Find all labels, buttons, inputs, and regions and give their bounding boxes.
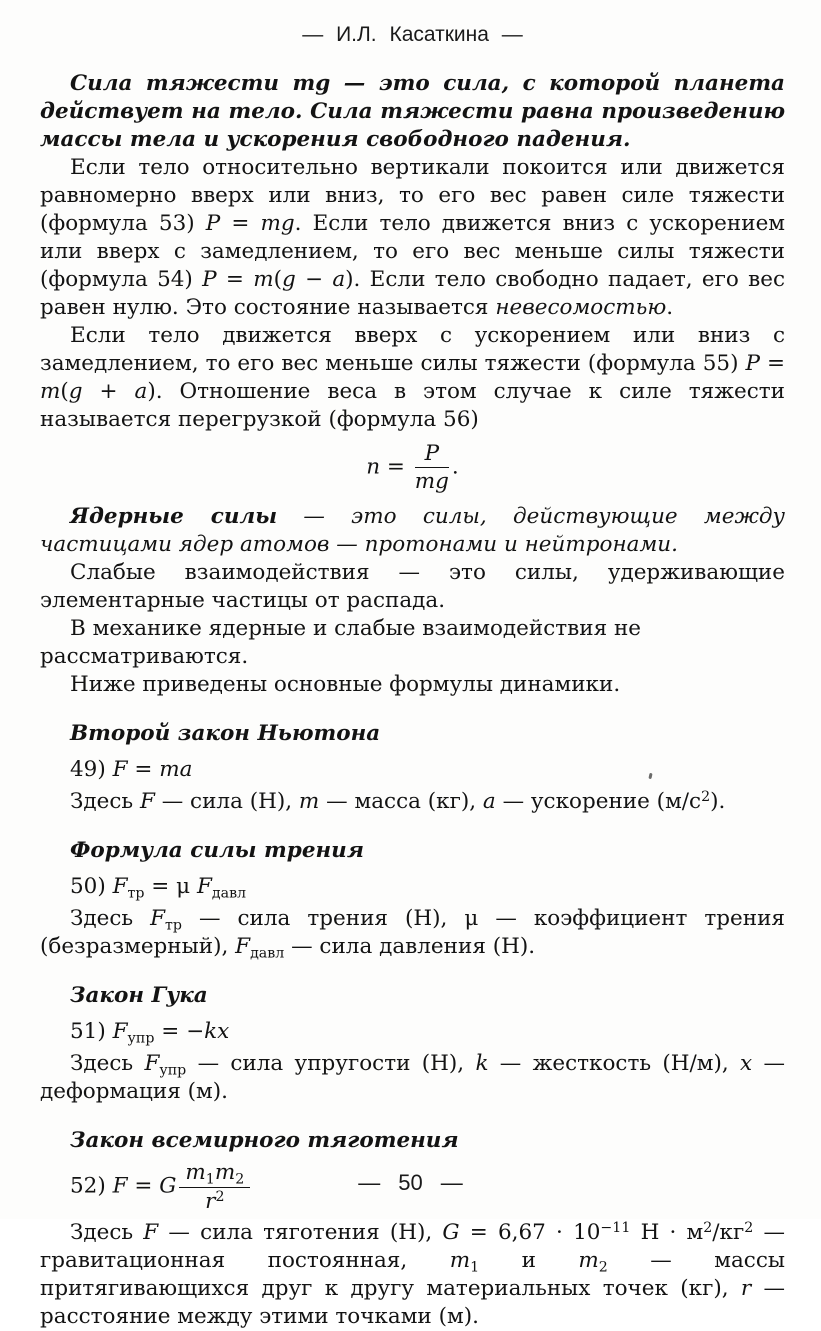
page-number-value: 50 [398, 1170, 423, 1195]
text-run: = [127, 757, 160, 783]
text-run: = 6,67 · 10 [459, 1219, 601, 1245]
text-run: g [68, 379, 83, 404]
text-run: Здесь [70, 906, 151, 932]
text-run: ). Если тело свободно падает, его вес равен нулю. Это состояние называется [40, 267, 786, 320]
text-run: = [759, 351, 785, 376]
text-run: Ядерные силы [70, 504, 278, 530]
text-run: — это силы, действующие между частицами ядер атомов — протонами и нейтронами. [40, 504, 785, 558]
paragraph-weight-overload [40, 322, 785, 434]
text-run: — расстояние между этими точками (м). [40, 1275, 785, 1329]
text-run: 51) [70, 1019, 113, 1045]
page-number [0, 1169, 821, 1200]
running-header [40, 22, 785, 48]
paragraph-hooke-description [40, 1050, 785, 1106]
text-run: — ускорение (м/с [495, 789, 702, 815]
section-gravitation-heading: Закон всемирного тяготения [70, 1128, 459, 1154]
text-run: = [127, 1174, 160, 1200]
text-run: F [150, 906, 166, 932]
text-run: m [578, 1247, 599, 1273]
text-run: F [112, 874, 128, 900]
text-run: — жесткость (Н/м), [488, 1051, 741, 1077]
text-run: = [216, 267, 254, 292]
text-run: ). Отношение веса в этом случае к силе тяжести называется перегрузкой (формула 56) [40, 379, 786, 432]
formula-lhs: n [366, 454, 381, 480]
paragraph-mechanics-note [40, 615, 785, 671]
text-run: невесомостью [495, 295, 667, 320]
text-run: . Если тело движется вниз с ускорением или вверх с замедлением, то его вес меньше силы тяжести (формула 54) [40, 211, 786, 292]
text-run: Сила тяжести mg — это сила, с которой планета действует на тело. Сила тяжести равна произведению массы тела и ускорения свободного падения. [40, 71, 785, 152]
text-run: a [332, 267, 346, 292]
text-run: m [253, 267, 274, 292]
fraction [415, 442, 449, 493]
text-run: ma [159, 757, 193, 783]
text-run: k [475, 1051, 489, 1077]
text-run: Слабые взаимодействия — это силы, удерживающие элементарные частицы от распада. [40, 560, 785, 614]
fraction-denominator: mg [414, 469, 449, 495]
text-run: m [214, 1160, 236, 1186]
text-run: /кг [712, 1219, 745, 1245]
text-run: давл [250, 945, 285, 962]
text-run: m [449, 1247, 471, 1273]
text-run: P [205, 211, 221, 236]
formula-hooke-51 [40, 1016, 785, 1048]
text-run: = − [154, 1019, 205, 1045]
text-run: . [666, 295, 674, 320]
text-run: давл [211, 885, 247, 902]
paragraph-weight-rest [40, 154, 785, 322]
text-run: F [112, 1174, 128, 1200]
text-run: − [295, 267, 333, 292]
text-run: — сила упругости (Н), [186, 1051, 476, 1077]
text-run: ). [710, 789, 726, 815]
section-newton-heading: Второй закон Ньютона [70, 721, 381, 747]
text-run: P [202, 267, 217, 292]
text-run: Здесь [70, 789, 140, 815]
text-run: = [220, 211, 261, 236]
text-run: 2 [598, 1259, 608, 1276]
text-run: В механике ядерные и слабые взаимодействия не рассматриваются. [40, 616, 642, 670]
text-run: F [196, 874, 212, 900]
text-run: x [740, 1051, 753, 1077]
paragraph-weak-interactions [40, 559, 785, 615]
text-run: — сила (Н), [154, 789, 299, 815]
text-run: 49) [70, 757, 113, 783]
formula-equals: = [380, 454, 412, 480]
text-run: упр [159, 1062, 187, 1079]
paragraph-friction-description [40, 905, 785, 961]
paragraph-formulas-intro [40, 671, 785, 699]
running-header-text: — И.Л. Касаткина — [302, 23, 523, 46]
text-run: F [139, 789, 155, 815]
text-run: a [482, 789, 496, 815]
text-run: 1 [205, 1171, 215, 1188]
section-hooke-heading: Закон Гука [70, 983, 208, 1009]
paragraph-newton-description [40, 788, 785, 816]
page-number-dash-left: — [358, 1170, 381, 1195]
formula-newton-49 [40, 754, 785, 786]
text-run: r [740, 1275, 752, 1301]
text-run: — сила давления (Н). [284, 934, 536, 960]
text-run: m [40, 379, 61, 404]
paragraph-gravity-definition [40, 70, 785, 154]
text-run: Здесь [70, 1051, 145, 1077]
fraction-numerator: P [415, 442, 449, 468]
text-run: Здесь [70, 1219, 144, 1245]
formula-friction-50 [40, 871, 785, 903]
formula-period: . [451, 454, 459, 480]
text-run: Ниже приведены основные формулы динамики. [70, 672, 621, 698]
text-run: g [281, 267, 296, 292]
formula-overload-56 [40, 442, 785, 493]
text-run: — сила тяготения (Н), [158, 1219, 443, 1245]
text-run: Если тело относительно вертикали покоится или движется равномерно вверх или вниз, то его вес равен силе тяжести (формула 53) [40, 155, 785, 236]
page-number-dash-right: — [440, 1170, 463, 1195]
text-run: m [185, 1160, 206, 1186]
text-run: mg [260, 211, 295, 236]
text-run: — массы притягивающихся друг к другу материальных точек (кг), [40, 1247, 785, 1301]
text-run: 1 [470, 1259, 480, 1276]
text-run: a [134, 379, 148, 404]
text-run: упр [127, 1030, 155, 1047]
paragraph-nuclear-forces [40, 503, 785, 559]
text-run: тр [127, 885, 145, 902]
text-run: — сила трения (Н), μ — коэффициент трения (безразмерный), [40, 906, 785, 960]
text-run: 2 [701, 789, 711, 806]
section-friction-heading: Формула силы трения [70, 838, 364, 864]
paragraph-gravitation-description [40, 1219, 785, 1331]
text-run: 2 [235, 1171, 245, 1188]
text-run: + [82, 379, 135, 404]
text-run: 2 [703, 1219, 713, 1236]
text-run: kx [204, 1019, 230, 1045]
text-run: F [144, 1051, 160, 1077]
text-run: тр [165, 917, 182, 934]
text-run: 2 [744, 1219, 754, 1236]
text-run: −11 [600, 1219, 631, 1236]
text-run: — деформация (м). [40, 1051, 786, 1105]
text-run: 50) [70, 874, 113, 900]
text-run: F [235, 934, 251, 960]
text-run: — гравитационная постоянная, [40, 1219, 785, 1273]
formula-label: 52) [70, 1174, 113, 1200]
text-run: r [205, 1188, 216, 1214]
text-run: — масса (кг), [319, 789, 483, 815]
text-run: P [745, 351, 760, 376]
text-run: ( [273, 267, 282, 292]
text-run: = μ [144, 874, 197, 900]
text-run: ( [60, 379, 69, 404]
text-run: и [479, 1247, 579, 1273]
text-run: Если тело движется вверх с ускорением или вниз с замедлением, то его вес меньше силы тяжести (формула 55) [40, 323, 785, 376]
text-run: F [112, 1019, 128, 1045]
text-run: m [298, 789, 320, 815]
text-run: G [159, 1174, 177, 1200]
text-run: Н · м [630, 1219, 704, 1245]
text-run: 2 [215, 1188, 225, 1205]
text-run: F [143, 1219, 159, 1245]
text-run: F [112, 757, 128, 783]
text-run: G [442, 1219, 460, 1245]
